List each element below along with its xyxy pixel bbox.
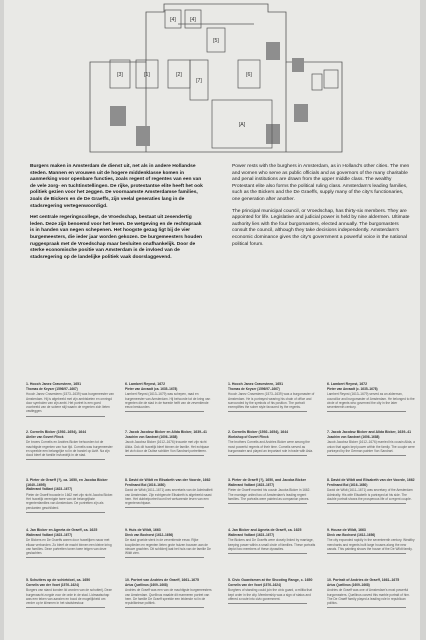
caption-divider [125, 411, 204, 412]
caption-divider [327, 607, 406, 608]
caption-title: 10. Portrait of Andries de Graeff, 1661–1675 [327, 578, 400, 582]
plan-outline [90, 4, 342, 152]
plan-block-1 [266, 42, 280, 60]
caption-title: 4. Jan Bicker en Agneta de Graeff, ca. 1625 [26, 528, 98, 532]
caption-title: 2. Cornelis Bicker (1592–1654), 1644 [26, 430, 87, 434]
plan-label-3: [3] [117, 72, 123, 78]
caption-artist: Thomas de Keyser (1596/97–1667) [26, 386, 78, 391]
caption-divider [327, 455, 406, 456]
caption-artist: Dirck van Bochorst (1612–1656) [125, 532, 174, 537]
caption-divider [327, 553, 406, 554]
plan-label-4b: [4] [190, 17, 196, 23]
caption-artist: Thomas de Keyser (1596/97–1667) [228, 386, 280, 391]
caption-title: 3. Pieter de Graeff (?), 1650, and Jacoba Bicker [228, 478, 307, 482]
caption-text: Burgers van stand konden lid worden van de schutterij. Deze burgerwacht zorgde voor de orde in de stad. Lidmaatschap was een teken van aanzien en bood de mogelijkheid om verder op te klimmen in het stadsbestuur. [26, 588, 112, 606]
caption-divider [327, 503, 406, 504]
caption-artist: Pieter van Anraadt (c. 1635–1678) [327, 386, 378, 391]
plan-block-4 [294, 104, 308, 122]
caption-block [125, 382, 213, 412]
caption-text: De broers Cornelis en Andries Bicker behoorden tot de machtigste regenten van hun tijd. Cornelis was burgemeester en speelde een belangrijke rol in de handel op Azië. Na zijn dood bleef de familie invloedrijk in de stad. [26, 440, 113, 458]
caption-artist: Cornelis van der Voort (1576–1624) [228, 582, 281, 587]
caption-block [125, 578, 213, 608]
caption-block [228, 430, 316, 456]
plan-block-2 [292, 58, 304, 72]
caption-title: 6. Lambert Reynst, 1672 [125, 382, 166, 386]
caption-artist: Joachim von Sandrart (1606–1688) [327, 434, 380, 439]
intro-nl-paragraph-2: Het centrale regeringscollege, de Vroedschap, bestaat uit zesendertig leden. Deze zijn benoemd voor het leven. De wetgeving en de rechtspraak is in handen van negen schepenen. Het hoogste gezag ligt bij de vier burgemeesters, die ieder jaar worden gekozen. De burgemeesters houden ruggespraak met de Vroedschap maar besluiten onafhankelijk. Door de sterke economische positie van Amsterdam is de invloed van de stadsregering op de landelijke politiek vaak doorslaggevend. [30, 215, 203, 260]
intro-en-paragraph-1: Power rests with the burghers in Amsterdam, as in Holland's other cities. The men and women who serve as public officials and as governors of the many charitable and penal institutions are drawn from the upper middle class. The wealthy Protestant elite also forms the political ruling class. Amsterdam's leading families, such as the Bickers and the De Graeffs, supply many of the city's functionaries, one generation after another. [232, 164, 410, 202]
caption-block [327, 430, 415, 456]
caption-text: Andries de Graeff was een van de machtigste burgemeesters van Amsterdam. Quellinus maakte dit marmeren portret van hem. De familie De Graeff speelde een leidende rol in de republikeinse politiek. [125, 588, 212, 606]
plan-block-3 [110, 106, 126, 126]
caption-block [228, 382, 316, 412]
caption-title: 1. Hooch Janez Cravesteen, 1651 [228, 382, 284, 386]
caption-title: 9. House de Wildt, 1663 [327, 528, 366, 532]
caption-artist: Artus Quellinus (1609–1668) [327, 582, 370, 587]
caption-divider [228, 411, 307, 412]
caption-block [125, 478, 213, 508]
caption-artist: Ferdinand Bol (1616–1680) [327, 482, 368, 487]
caption-divider [26, 459, 105, 460]
caption-text: David de Wildt (1611–1671) was secretaris van de Admiraliteit van Amsterdam. Zijn echtgenote Elisabeth is afgebeeld naast hem. Het dubbelportret toont het welvarende leven van een regentenechtpaar. [125, 488, 213, 506]
caption-text: Hooch Janez Cravesteen (1573–1639) was a burgomaster of Amsterdam. He is portrayed wearing his chain of office and surrounded by the symbols of his position. The portrait exemplifies the sober style favoured by the regents. [228, 392, 315, 410]
caption-text: Jacob Jacobsz Bicker (1612–1676) married his cousin Alida, a union that again kept power within the family. The couple were portrayed by the German painter Von Sandrart. [327, 440, 415, 453]
caption-block [228, 478, 316, 504]
caption-artist: Wallerand Vaillant (1623–1677) [228, 482, 275, 487]
wall-floor-plan [88, 2, 344, 156]
caption-divider [327, 411, 406, 412]
plan-label-7: [7] [196, 78, 202, 84]
caption-title: 6. Lambert Reynst, 1672 [327, 382, 368, 386]
plan-label-6: [6] [246, 72, 252, 78]
intro-text-dutch [30, 164, 206, 266]
caption-title: 8. David de Wildt en Elisabeth van der Voorde, 1662 [125, 478, 211, 482]
caption-block [228, 578, 316, 604]
caption-artist: Atelier van Govert Flinck [26, 434, 64, 439]
caption-title: 2. Cornelis Bicker (1592–1654), 1644 [228, 430, 289, 434]
caption-text: The city expanded rapidly in the seventeenth century. Wealthy merchants and regents built large houses along the new canals. This painting shows the house of the De Wildt family. [327, 538, 415, 551]
caption-text: The Bickers and De Graeffs were closely linked by marriage, keeping power within a small circle of families. These portraits depict two members of these dynasties. [228, 538, 316, 551]
caption-block [327, 578, 415, 608]
caption-divider [26, 416, 105, 417]
caption-text: Andries de Graeff was one of Amsterdam's most powerful burgomasters. Quellinus carved this marble portrait of him. The De Graeff family played a leading role in republican politics. [327, 588, 410, 606]
caption-title: 5. Schutters op de schietdoel, ca. 1650 [26, 578, 91, 582]
caption-divider [125, 507, 204, 508]
caption-artist: Ferdinand Bol (1616–1680) [125, 482, 166, 487]
caption-block [327, 478, 415, 504]
caption-text: Lambert Reynst (1613–1679) was schepen, raad en burgemeester van Amsterdam. Hij behoorde tot de kring van regenten die de stad in de tweede helft van de zeventiende eeuw bestuurden. [125, 392, 211, 410]
caption-text: Jacob Jacobsz Bicker (1612–1676) trouwde met zijn nicht Alida. Ook dit huwelijk bleef binnen de familie. Het echtpaar liet zich door de Duitse schilder Von Sandrart portretteren. [125, 440, 209, 453]
intro-text-english [232, 164, 410, 253]
caption-text: Lambert Reynst (1613–1679) served as an alderman, councillor and burgomaster of Amsterdam. He belonged to the circle of regents who governed the city in the later seventeenth century. [327, 392, 415, 410]
caption-block [26, 430, 114, 460]
caption-title: 9. Huis de Wildt, 1663 [125, 528, 161, 532]
intro-en-paragraph-2: The principal municipal council, or Vroedschap, has thirty-six members. They are appointed for life. Legislative and judicial power is held by nine aldermen. Ultimate authority lies with the four burgomasters, elected annually. The burgomasters consult the council, although they take decisions independently. Amsterdam's economic dominance gives the city's government a powerful voice in the national political forum. [232, 208, 410, 247]
caption-block [26, 478, 114, 513]
caption-text: The brothers Cornelis and Andries Bicker were among the most powerful regents of their time. Cornelis served as burgomaster and played an important role in trade with Asia. [228, 440, 314, 453]
caption-text: De Bickers en De Graeffs waren door huwelijken nauw met elkaar verbonden. Zo bleef de macht binnen een kleine kring van families. Deze portretten tonen twee telgen van deze geslachten. [26, 538, 112, 556]
caption-block [228, 528, 316, 554]
caption-text: David de Wildt (1611–1671) was secretary of the Amsterdam Admiralty. His wife Elisabeth is portrayed at his side. The double portrait shows the prosperous life of a regent couple. [327, 488, 413, 501]
plan-label-4a: [4] [170, 17, 176, 23]
caption-text: Burghers of standing could join the civic guard, a militia that kept order in the city. Membership was a sign of status and offered a route into civic government. [228, 588, 312, 601]
caption-divider [125, 455, 204, 456]
caption-block [327, 382, 415, 412]
caption-title: 5. Civic Guardsmen at the Shooting Range, c. 1650 [228, 578, 313, 582]
caption-text: Pieter de Graeff married his cousin Jacoba Bicker in 1662. The marriage united two of Amsterdam's leading regent families. The portraits were painted as companion pieces. [228, 488, 311, 501]
caption-divider [228, 503, 307, 504]
caption-title: 8. David de Wildt and Elisabeth van der Voorde, 1662 [327, 478, 415, 482]
caption-artist: Workshop of Govert Flinck [228, 434, 269, 439]
caption-artist: Wallerand Vaillant (1623–1677) [228, 532, 275, 537]
caption-divider [228, 603, 307, 604]
caption-title: 4. Jan Bicker and Agneta de Graeff, ca. 1625 [228, 528, 302, 532]
caption-text: Hooch Janez Cravesteen (1573–1639) was burgemeester van Amsterdam. Hij is afgebeeld met zijn ambtsketen en omringd door symbolen van zijn ambt. Het portret is een goed voorbeeld van de sobere stijl waarin de regenten zich lieten vastleggen. [26, 392, 114, 414]
plan-block-6 [266, 124, 280, 144]
caption-block [26, 528, 114, 558]
caption-artist: Artus Quellinus (1609–1668) [125, 582, 168, 587]
caption-artist: Dirck van Bochorst (1612–1656) [327, 532, 376, 537]
intro-nl-paragraph-1: Burgers maken in Amsterdam de dienst uit, net als in andere Hollandse steden. Mannen en vrouwen uit de hogere middenklasse komen in aanmerking voor openbare functies, zoals regent of regentes van een van de vele zorg- en tuchtinstellingen. De rijke, protestantse elite heeft het ook politiek gezien voor het zeggen. De voornaamste Amsterdamse families, zoals de Bickers en de De Graeffs, zijn veelal generaties lang in de stadsregering vertegenwoordigd. [30, 164, 203, 209]
caption-divider [228, 455, 307, 456]
plan-label-5: [5] [213, 38, 219, 44]
caption-divider [125, 607, 204, 608]
caption-block [327, 528, 415, 554]
caption-divider [125, 557, 204, 558]
caption-divider [26, 512, 105, 513]
caption-title: 10. Portret van Andries de Graeff, 1661–1675 [125, 578, 199, 582]
caption-title: 7. Jacob Jacobsz Bicker en Alida Bicker, 1639–41 [125, 430, 207, 434]
caption-divider [228, 553, 307, 554]
caption-artist: Joachim von Sandrart (1606–1688) [125, 434, 178, 439]
caption-title: 1. Hooch Janez Cravesteen, 1651 [26, 382, 82, 386]
caption-text: De stad groeide sterk in de zeventiende eeuw. Rijke kooplieden en regenten lieten grote huizen bouwen aan de nieuwe grachten. Dit schilderij laat het huis van de familie De Wildt zien. [125, 538, 211, 556]
caption-divider [26, 607, 105, 608]
caption-artist: Wallerand Vaillant (1623–1677) [26, 487, 73, 492]
caption-artist: Pieter van Anraadt (ca. 1635–1678) [125, 386, 178, 391]
caption-block [26, 578, 114, 608]
plan-label-1: [1] [144, 72, 150, 78]
caption-title: 7. Jacob Jacobsz Bicker and Alida Bicker, 1639–41 [327, 430, 412, 434]
plan-block-5 [136, 126, 150, 146]
caption-block [26, 382, 114, 417]
caption-divider [26, 557, 105, 558]
caption-text: Pieter de Graeff trouwde in 1662 met zijn nicht Jacoba Bicker. Het huwelijk verenigde twee van de belangrijkste regentenfamilies van Amsterdam. De portretten zijn als pendanten geschilderd. [26, 492, 114, 510]
plan-label-2: [2] [176, 72, 182, 78]
caption-title: 3. Pieter de Graeff (?), ca. 1650, en Jacoba Bicker (1640–1695) [26, 478, 108, 487]
caption-artist: Wallerand Vaillant (1623–1677) [26, 532, 73, 537]
information-panel [4, 0, 420, 640]
caption-block [125, 528, 213, 558]
caption-block [125, 430, 213, 456]
plan-label-a: [A] [238, 122, 246, 128]
caption-artist: Cornelis van der Voort (1576–1624) [26, 582, 79, 587]
